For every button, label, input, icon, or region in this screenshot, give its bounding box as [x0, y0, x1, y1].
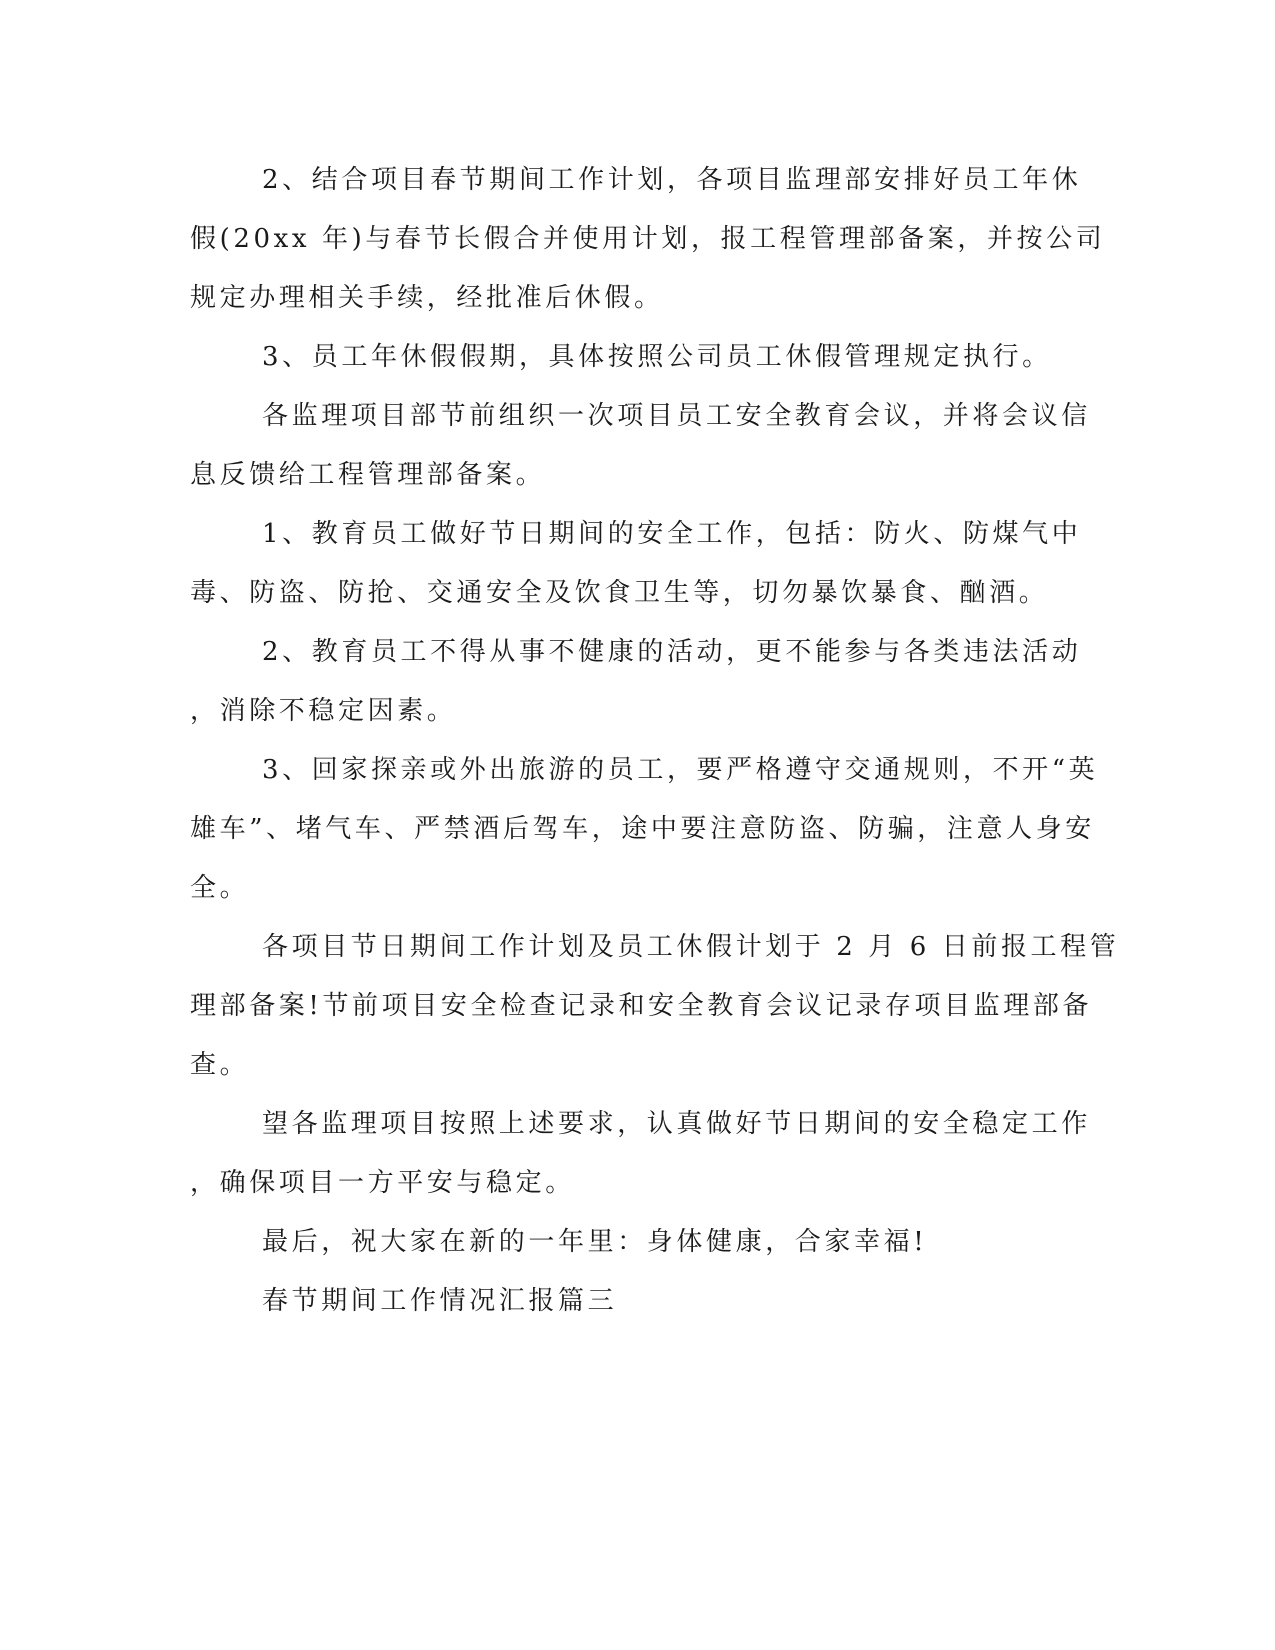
paragraph-line: ，确保项目一方平安与稳定。 [190, 1168, 575, 1198]
paragraph-line: 雄车”、堵气车、严禁酒后驾车，途中要注意防盗、防骗，注意人身安 [190, 814, 1095, 844]
paragraph-line: 最后，祝大家在新的一年里：身体健康，合家幸福! [262, 1227, 928, 1257]
paragraph-line: ，消除不稳定因素。 [190, 696, 457, 726]
paragraph-line: 3、员工年休假假期，具体按照公司员工休假管理规定执行。 [262, 342, 1052, 372]
paragraph-line: 3、回家探亲或外出旅游的员工，要严格遵守交通规则，不开“英 [262, 755, 1099, 785]
section-heading: 春节期间工作情况汇报篇三 [262, 1286, 618, 1316]
paragraph-line: 各项目节日期间工作计划及员工休假计划于 2 月 6 日前报工程管 [262, 932, 1120, 962]
paragraph-line: 各监理项目部节前组织一次项目员工安全教育会议，并将会议信 [262, 401, 1091, 431]
paragraph-line: 查。 [190, 1050, 250, 1080]
paragraph-line: 假(20xx 年)与春节长假合并使用计划，报工程管理部备案，并按公司 [190, 224, 1106, 254]
paragraph-line: 息反馈给工程管理部备案。 [190, 460, 546, 490]
paragraph-line: 全。 [190, 873, 250, 903]
paragraph-line: 规定办理相关手续，经批准后休假。 [190, 283, 664, 313]
paragraph-line: 理部备案!节前项目安全检查记录和安全教育会议记录存项目监理部备 [190, 991, 1093, 1021]
paragraph-line: 2、结合项目春节期间工作计划，各项目监理部安排好员工年休 [262, 165, 1082, 195]
paragraph-line: 毒、防盗、防抢、交通安全及饮食卫生等，切勿暴饮暴食、酗酒。 [190, 578, 1049, 608]
paragraph-line: 1、教育员工做好节日期间的安全工作，包括：防火、防煤气中 [262, 519, 1082, 549]
paragraph-line: 望各监理项目按照上述要求，认真做好节日期间的安全稳定工作 [262, 1109, 1091, 1139]
paragraph-line: 2、教育员工不得从事不健康的活动，更不能参与各类违法活动 [262, 637, 1082, 667]
